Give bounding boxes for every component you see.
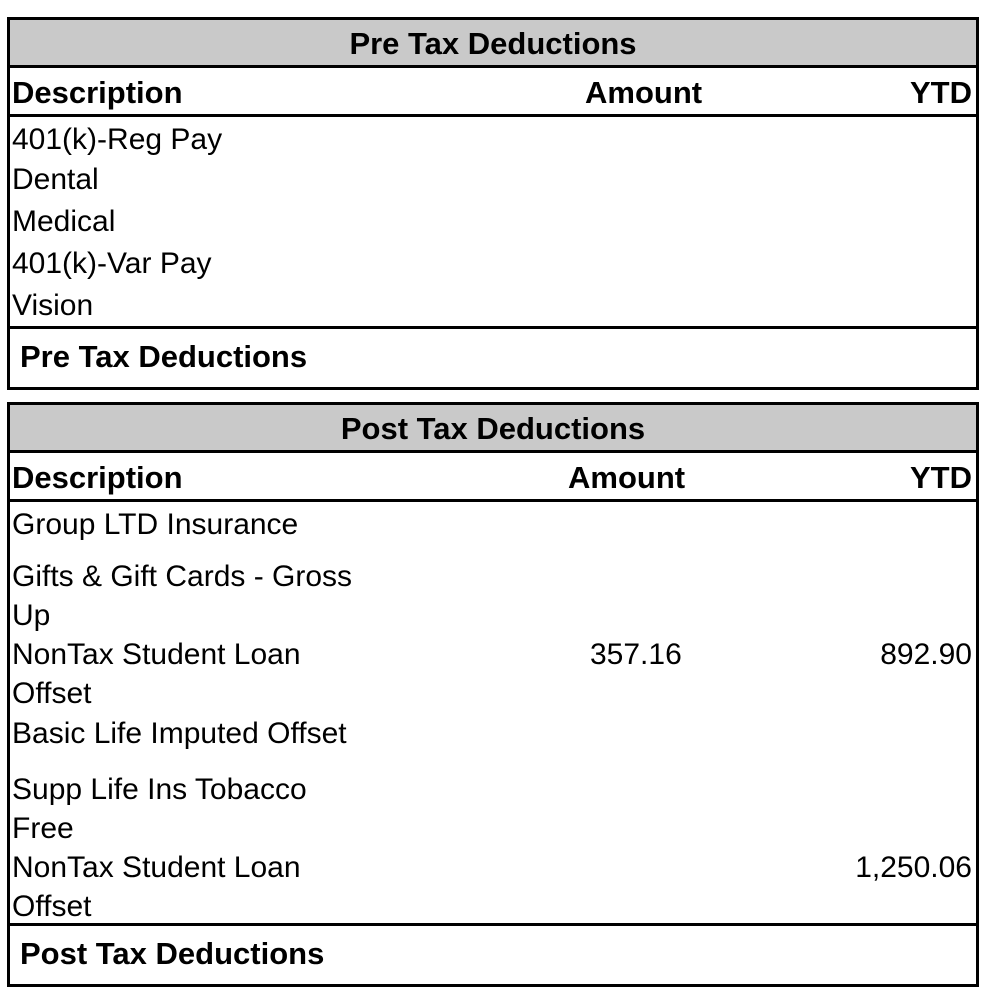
- row-description: Group LTD Insurance: [12, 508, 299, 541]
- row-description: NonTax Student Loan: [12, 638, 301, 671]
- post-tax-column-header: [10, 453, 976, 502]
- row-description: Vision: [12, 289, 94, 322]
- row-description: Dental: [12, 163, 99, 196]
- row-description-continuation: Offset: [12, 677, 92, 710]
- pre-tax-footer: Pre Tax Deductions: [20, 339, 308, 374]
- row-amount: 357.16: [590, 638, 682, 671]
- row-description: NonTax Student Loan: [12, 851, 301, 884]
- row-description-continuation: Offset: [12, 890, 92, 923]
- amount-header: Amount: [568, 460, 686, 495]
- description-header: Description: [12, 75, 183, 110]
- pre-tax-column-header: [10, 68, 976, 117]
- row-description-continuation: Free: [12, 812, 74, 845]
- pre-tax-title: Pre Tax Deductions: [10, 20, 976, 68]
- ytd-header: YTD: [910, 460, 972, 495]
- pre-tax-rows: [10, 117, 976, 329]
- post-tax-footer: Post Tax Deductions: [20, 936, 325, 971]
- row-description-continuation: Up: [12, 599, 51, 632]
- row-ytd: 1,250.06: [855, 851, 972, 884]
- post-tax-rows: [10, 502, 976, 926]
- row-description: 401(k)-Reg Pay: [12, 123, 223, 156]
- ytd-header: YTD: [910, 75, 972, 110]
- description-header: Description: [12, 460, 183, 495]
- row-description: 401(k)-Var Pay: [12, 247, 212, 280]
- row-ytd: 892.90: [880, 638, 972, 671]
- row-description: Supp Life Ins Tobacco: [12, 773, 307, 806]
- amount-header: Amount: [585, 75, 703, 110]
- row-description: Basic Life Imputed Offset: [12, 717, 347, 750]
- row-description: Gifts & Gift Cards - Gross: [12, 560, 353, 593]
- row-description: Medical: [12, 205, 116, 238]
- pre-tax-deductions-table: [7, 17, 979, 390]
- post-tax-title: Post Tax Deductions: [10, 405, 976, 453]
- post-tax-deductions-table: [7, 402, 979, 987]
